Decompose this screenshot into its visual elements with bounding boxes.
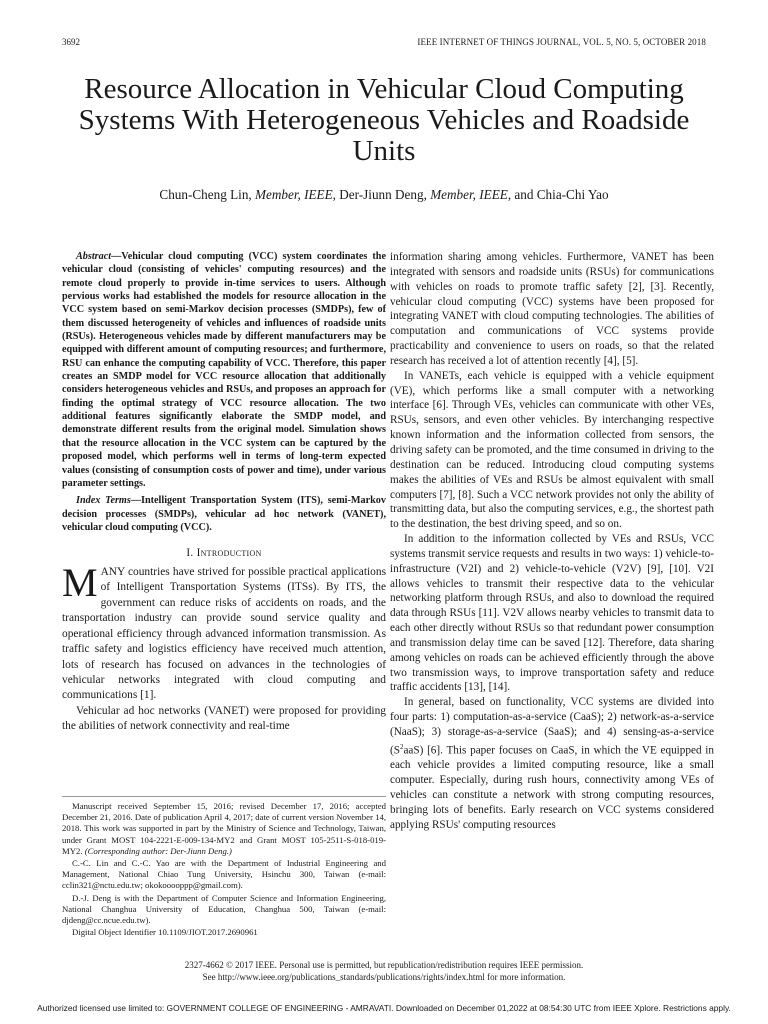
left-column [62,250,386,735]
footnote-manuscript-text: Manuscript received September 15, 2016; revised December 17, 2016; accepted December 21, 2016. Date of publication April 4, 2017; date of current version November 14, 2018. This work was supported in part by the Ministry of Science and Technology, Taiwan, under Grant MOST 104-2221-E-009-134-MY2 and Grant MOST 105-2511-S-018-019-MY2. [62,801,386,856]
authorized-use-notice: Authorized licensed use limited to: GOVERNMENT COLLEGE OF ENGINEERING - AMRAVATI. Downloaded on December 01,2022 at 08:54:30 UTC from IEEE Xplore. Restrictions apply. [37,1003,731,1013]
intro-paragraph-5-a: In general, based on functionality, VCC systems are divided into four parts: 1) computation-as-a-service (CaaS); 2) network-as-a-service (NaaS); 3) storage-as-a-service (SaaS); and 4) sensing-as-a-service (S [390,696,714,757]
intro-paragraph-1 [62,560,386,704]
section-number: I. [186,547,197,560]
abstract-lead: Abstract [76,251,112,262]
right-column [390,250,714,833]
intro-paragraph-2-cont: information sharing among vehicles. Furthermore, VANET has been integrated with sensors and roadside units (RSUs) for communications with vehicles on roads to promote traffic safety [2], [3]. Recently, vehicular cloud computing (VCC) systems have been proposed for integrating VANET with cloud computing technologies. The abilities of computation and communications of VCC systems provide practicability and convenience to users on roads, so that the related research has received a lot of attention recently [4], [5]. [390,251,714,367]
paper-title: Resource Allocation in Vehicular Cloud Computing Systems With Heterogeneous Vehicles and Roadside Units [78,73,690,167]
footnote-affiliation-1: C.-C. Lin and C.-C. Yao are with the Department of Industrial Engineering and Management, National Chiao Tung University, Hsinchu 300, Taiwan (e-mail: cclin321@nctu.edu.tw; okokooooppp@gmail.com). [62,858,386,891]
author-line [60,187,708,203]
journal-header: IEEE INTERNET OF THINGS JOURNAL, VOL. 5, NO. 5, OCTOBER 2018 [417,37,706,47]
footnote-manuscript [62,801,386,857]
footnote-corresponding: (Corresponding author: Der-Jiunn Deng.) [84,845,232,856]
intro-paragraph-2-start: Vehicular ad hoc networks (VANET) were proposed for providing the abilities of network connectivity and real-time [62,704,386,733]
index-terms [62,494,386,534]
copyright-line-2: See http://www.ieee.org/publications_standards/publications/rights/index.html for more information. [202,971,566,982]
index-terms-text: —Intelligent Transportation System (ITS), semi-Markov decision processes (SMDPs), vehicular ad hoc network (VANET), vehicular cloud computing (VCC). [62,495,386,533]
abstract [62,250,386,490]
section-heading-introduction [62,546,386,561]
index-terms-lead: Index Terms [76,495,131,507]
intro-paragraph-5-b: aaS) [6]. This paper focuses on CaaS, in which the VE equipped in each vehicle provides a limited computing resource, like a small computer. Especially, during rush hours, connectivity among VEs of vehicles can constitute a network with strong computing resources, bringing lots of benefits. Early research on VCC systems considered applying RSUs' computing resources [390,744,714,831]
intro-paragraph-4: In addition to the information collected by VEs and RSUs, VCC systems transmit service requests and results in two ways: 1) vehicle-to-infrastructure (V2I) and 2) vehicle-to-vehicle (V2V) [9], [10]. V2I allows vehicles to transmit their respective data to the vehicular networking platform through RSUs, and also to download the required data through RSUs [11]. V2V allows nearby vehicles to transmit data to each other directly without RSUs so that redundant power consumption and transmission delay time can be saved [12]. Therefore, data sharing among vehicles on roads can be achieved efficiently through the above two transmission ways, to improve transportation safety and reduce traffic accidents [13], [14]. [390,533,714,694]
copyright-line-1: 2327-4662 © 2017 IEEE. Personal use is permitted, but republication/redistribution requires IEEE permission. [184,960,584,970]
intro-paragraph-5 [390,695,714,832]
superscript-2: 2 [399,742,404,751]
intro-paragraph-3: In VANETs, each vehicle is equipped with a vehicle equipment (VE), which performs like a small computer with a networking interface [6]. Through VEs, vehicles can communicate with other VEs, RSUs, sensors, and even other vehicles. By interchanging respective known information and the information collected from sensors, the driving safety can be promoted, and the time consumed in driving to the destination can be reduced. Introducing cloud computing systems makes the abilities of VEs and RSUs be almost equivalent with small computers [7], [8]. Such a VCC network provides not only the ability of transmitting data, but also the computing services, e.g., the shortest path to the destination, the best driving speed, and so on. [390,369,714,531]
section-title: Introduction [196,547,262,560]
page-number: 3692 [62,37,80,47]
intro-paragraph-1-text: ANY countries have strived for possible practical applications of Intelligent Transportation Systems (ITSs). By ITS, the government can reduce risks of accidents on roads, and the transportation industry can provide sound service quality and operational efficiency through advanced information transmission. As traffic safety and logistics efficiency have received much attention, lots of research has focused on advances in the technologies of vehicular networks integrated with cloud computing and communications [1]. [62,566,386,702]
footnotes [62,796,386,939]
author-1-role: Member, IEEE [255,187,333,202]
abstract-text: —Vehicular cloud computing (VCC) system coordinates the vehicular cloud (consisting of vehicles' computing resources) and the remote cloud properly to provide in-time services to users. Although pervious works had established the models for resource allocation in the VCC system based on semi-Markov decision processes (SMDPs), few of them discussed heterogeneity of vehicles and influences of roadside units (RSUs). Heterogeneous vehicles made by different manufacturers may be equipped with different amount of computing resources; and furthermore, RSU can enhance the computing capability of VCC. Therefore, this paper creates an SMDP model for VCC resource allocation that additionally considers heterogeneous vehicles and RSUs, and proposes an approach for finding the optimal strategy of VCC resource allocation. The two additional features significantly elaborate the SMDP model, and demonstrate different results from the original model. Simulation shows that the resource allocation in the VCC system can be captured by the proposed model, which performs well in terms of long-term expected values (consisting of consumption costs of power and time), under various parameter settings. [62,251,386,489]
author-1: Chun-Cheng Lin, [159,187,256,202]
author-3: , and Chia-Chi Yao [507,187,609,202]
author-2-role: Member, IEEE [430,187,508,202]
drop-cap: M [62,560,98,606]
author-2: , Der-Jiunn Deng, [332,187,431,202]
footnote-affiliation-2: D.-J. Deng is with the Department of Computer Science and Information Engineering, National Changhua University of Education, Changhua 500, Taiwan (e-mail: djdeng@cc.ncue.edu.tw). [62,892,386,926]
copyright-notice [60,960,708,983]
footnote-doi: Digital Object Identifier 10.1109/JIOT.2017.2690961 [72,927,258,938]
